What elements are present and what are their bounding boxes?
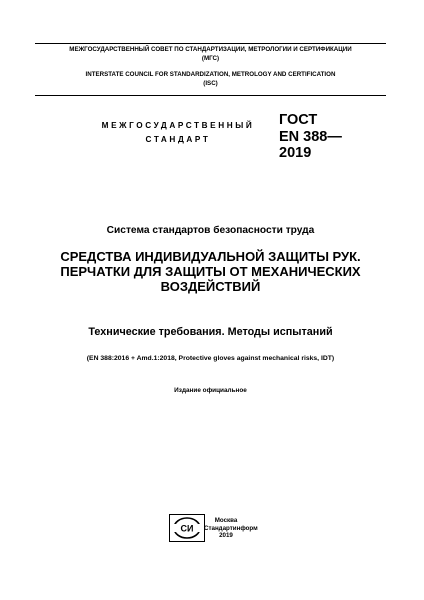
interstate-line1: МЕЖГОСУДАРСТВЕННЫЙ: [101, 121, 255, 130]
logo-text: СИ: [180, 523, 194, 534]
publisher-name: Стандартинформ: [204, 524, 258, 532]
gost-line3: 2019: [279, 145, 312, 161]
council-ru-line1: МЕЖГОСУДАРСТВЕННЫЙ СОВЕТ ПО СТАНДАРТИЗАЦИИ, МЕТРОЛОГИИ И СЕРТИФИКАЦИИ: [69, 46, 352, 53]
gost-line1: ГОСТ: [279, 112, 318, 128]
standard-reference: (EN 388:2016 + Amd.1:2018, Protective gloves against mechanical risks, IDT): [86, 355, 335, 362]
main-title: [35, 249, 386, 294]
council-ru-line2: (МГС): [201, 54, 220, 62]
council-en-line1: INTERSTATE COUNCIL FOR STANDARDIZATION, METROLOGY AND CERTIFICATION: [85, 71, 336, 78]
gost-line2: EN 388—: [279, 128, 342, 145]
main-title-line3: ВОЗДЕЙСТВИЙ: [160, 279, 261, 294]
interstate-line2: СТАНДАРТ: [145, 135, 211, 144]
main-title-line2: ПЕРЧАТКИ ДЛЯ ЗАЩИТЫ ОТ МЕХАНИЧЕСКИХ: [60, 264, 361, 279]
council-en-line2: (ISC): [203, 79, 218, 87]
interstate-standard-label: [98, 119, 258, 147]
council-en-block: [35, 71, 386, 88]
main-title-line1: СРЕДСТВА ИНДИВИДУАЛЬНОЙ ЗАЩИТЫ РУК.: [60, 249, 361, 264]
edition-label: Издание официальное: [174, 387, 247, 394]
publisher-block: [204, 517, 258, 540]
publisher-year: 2019: [219, 532, 233, 540]
council-ru-block: [35, 46, 386, 63]
standartinform-logo-icon: [169, 514, 205, 542]
subtitle: Технические требования. Методы испытаний: [88, 326, 333, 338]
publisher-city: Москва: [214, 517, 238, 524]
gost-designation: [279, 112, 342, 162]
middle-rule: [35, 95, 386, 96]
system-title: Система стандартов безопасности труда: [106, 225, 315, 236]
top-rule: [35, 43, 386, 44]
